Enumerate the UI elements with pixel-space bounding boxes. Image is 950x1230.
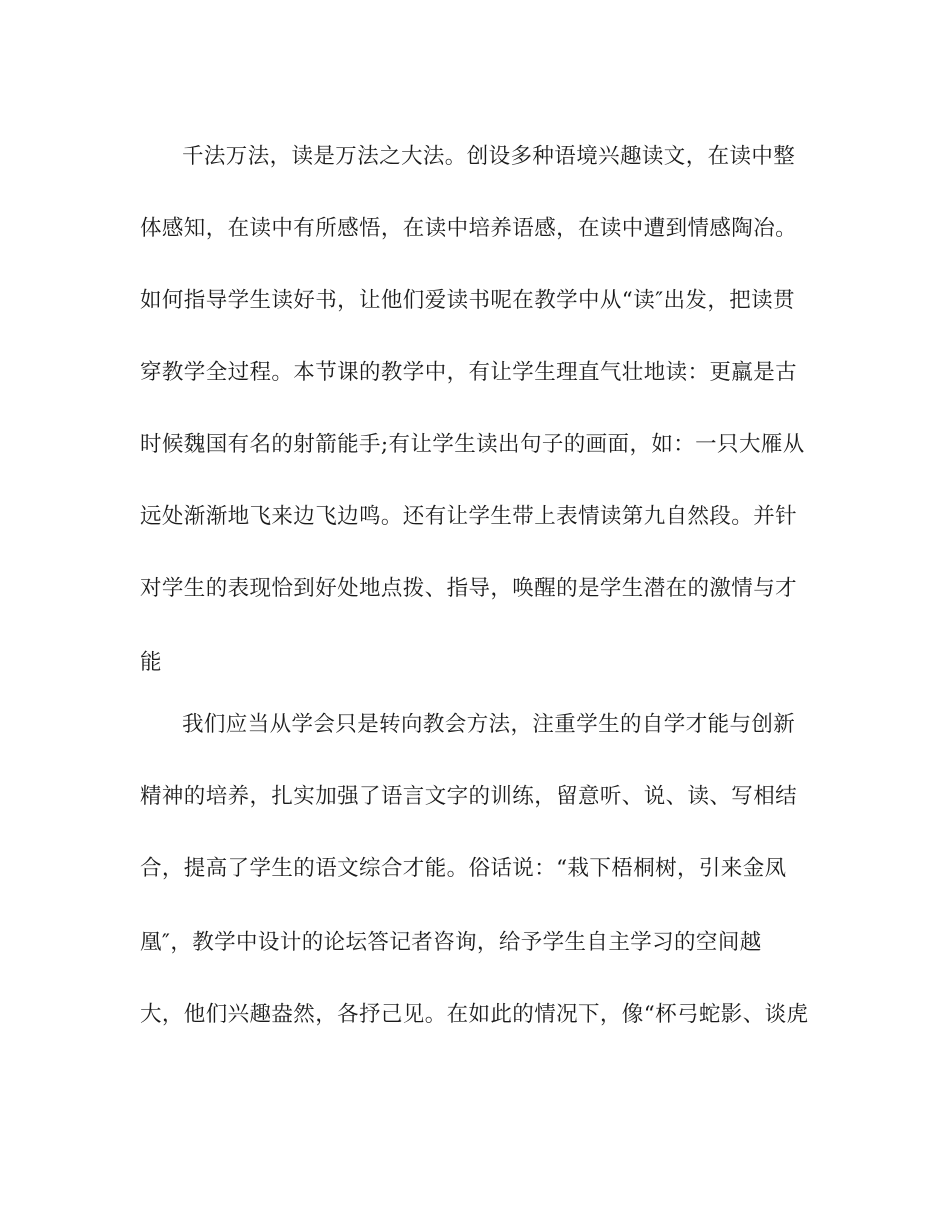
paragraph-2-line-5: 大，他们兴趣盎然，各抒己见。在如此的情况下，像“杯弓蛇影、谈虎 xyxy=(140,1002,809,1027)
paragraph-1-line-4: 穿教学全过程。本节课的教学中，有让学生理直气壮地读：更羸是古 xyxy=(140,360,798,385)
paragraph-2-line-3: 合，提高了学生的语文综合才能。俗话说：“栽下梧桐树，引来金凤 xyxy=(140,856,787,881)
paragraph-1-line-3: 如何指导学生读好书，让他们爱读书呢在教学中从“读″出发，把读贯 xyxy=(140,288,795,313)
paragraph-2-line-4: 凰″，教学中设计的论坛答记者咨询，给予学生自主学习的空间越 xyxy=(140,930,762,955)
paragraph-1-line-7: 对学生的表现恰到好处地点拨、指导，唤醒的是学生潜在的激情与才 xyxy=(140,576,798,601)
paragraph-2-line-1: 我们应当从学会只是转向教会方法，注重学生的自学才能与创新 xyxy=(182,712,796,737)
paragraph-1-line-5: 时候魏国有名的射箭能手;有让学生读出句子的画面，如：一只大雁从 xyxy=(140,432,805,457)
paragraph-1-line-6: 远处渐渐地飞来边飞边鸣。还有让学生带上表情读第九自然段。并针 xyxy=(140,504,798,529)
paragraph-1-line-1: 千法万法，读是万法之大法。创设多种语境兴趣读文，在读中整 xyxy=(182,144,796,169)
paragraph-2-line-2: 精神的培养，扎实加强了语言文字的训练，留意听、说、读、写相结 xyxy=(140,784,798,809)
paragraph-1-line-8: 能 xyxy=(140,650,162,675)
paragraph-1-line-2: 体感知，在读中有所感悟，在读中培养语感，在读中遭到情感陶冶。 xyxy=(140,216,798,241)
